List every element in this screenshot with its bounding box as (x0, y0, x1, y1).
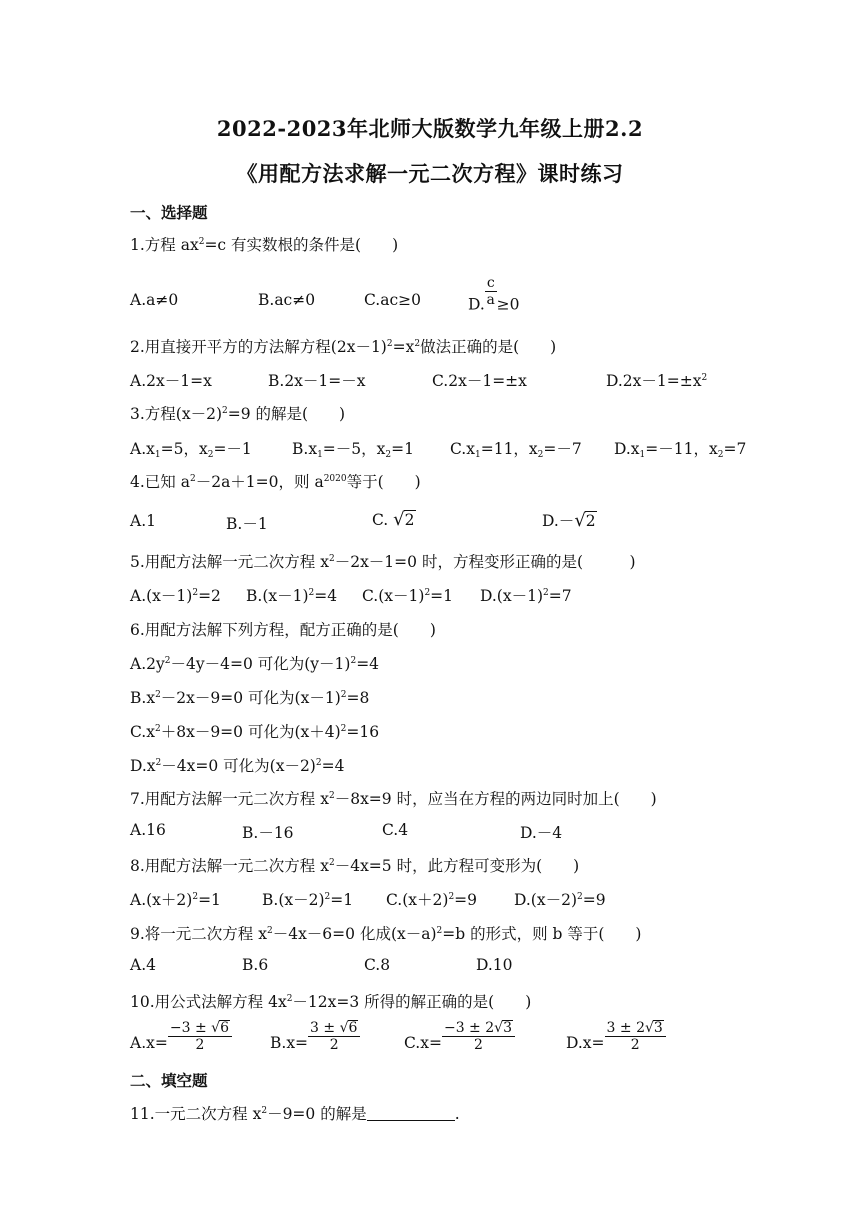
q10-option-d: D.x= $\frac{3 \pm 2√3}{2}$ (566, 1020, 666, 1052)
q7-option-c: C.4 (382, 821, 409, 839)
question-2: 2.用直接开平方的方法解方程$(2x-1)^2=x^2$做法正确的是( ) (130, 338, 557, 356)
q5-option-a: $A.(x-1)^2=2$ (130, 587, 221, 605)
q2-option-a: A.2x－1=x (130, 372, 212, 390)
sqrt-symbol: √2 (574, 510, 596, 531)
q3-option-b: $B.x_1=-5$，$x_2=1$ (292, 440, 414, 460)
q9-option-c: C.8 (364, 956, 391, 974)
q7-option-d: D.－4 (520, 824, 563, 842)
q1-option-b: B.ac≠0 (258, 291, 316, 309)
section-choice: 一、选择题 (130, 203, 208, 222)
q3-option-c: $C.x_1=11$，$x_2=-7$ (450, 440, 582, 460)
q4-option-b: B.－1 (226, 515, 268, 533)
q9-option-b: B.6 (242, 956, 269, 974)
sqrt-symbol: √2 (393, 509, 415, 530)
q8-option-a: $A.(x+2)^2=1$ (130, 891, 221, 909)
answer-blank[interactable] (367, 1106, 455, 1121)
question-4: 4.已知 $a^2-2a+1=0$，则 $a^{2020}$等于( ) (130, 473, 421, 491)
q6-option-a: $A.2y^2-4y-4=0$ 可化为$(y-1)^2=4$ (130, 655, 380, 673)
question-1: 1.方程 $ax^2=c$ 有实数根的条件是( ) (130, 236, 399, 254)
q9-option-a: A.4 (130, 956, 156, 974)
q10-option-a: A.x= $\frac{-3 \pm √6}{2}$ (130, 1020, 232, 1052)
q1-option-c: C.ac≥0 (364, 291, 422, 309)
q8-option-b: $B.(x-2)^2=1$ (262, 891, 354, 909)
question-3: 3.方程$(x-2)^2=9$ 的解是( ) (130, 405, 346, 423)
q7-option-a: A.16 (130, 821, 166, 839)
question-9: 9.将一元二次方程 $x^2-4x-6=0$ 化成$(x-a)^2=b$ 的形式，则 b 等于( ) (130, 925, 642, 943)
q8-option-c: $C.(x+2)^2=9$ (386, 891, 478, 909)
q3-option-a: $A.x_1=5$，$x_2=-1$ (130, 440, 252, 460)
q1-option-a: A.a≠0 (130, 291, 179, 309)
title-line-1: 2022-2023年北师大版数学九年级上册2.2 (216, 116, 644, 141)
section-fill-blank: 二、填空题 (130, 1071, 208, 1090)
question-5: 5.用配方法解一元二次方程 $x^2-2x-1=0$ 时，方程变形正确的是( ) (130, 553, 636, 571)
question-10: 10.用公式法解方程 $4x^2-12x=3$ 所得的解正确的是( ) (130, 993, 532, 1011)
q2-option-d: $D.2x-1=\pm x^2$ (606, 372, 708, 390)
q5-option-d: $D.(x-1)^2=7$ (480, 587, 572, 605)
question-8: 8.用配方法解一元二次方程 $x^2-4x=5$ 时，此方程可变形为( ) (130, 857, 580, 875)
sqrt-symbol: √6 (211, 1020, 229, 1036)
q8-option-d: $D.(x-2)^2=9$ (514, 891, 606, 909)
q4-option-c: C. √2 (372, 509, 415, 530)
q5-option-b: $B.(x-1)^2=4$ (246, 587, 338, 605)
q7-option-b: B.－16 (242, 824, 294, 842)
question-7: 7.用配方法解一元二次方程 $x^2-8x=9$ 时，应当在方程的两边同时加上( ) (130, 790, 657, 808)
q9-option-d: D.10 (476, 956, 513, 974)
sqrt-symbol: √6 (339, 1020, 358, 1036)
q6-option-d: $D.x^2-4x=0$ 可化为$(x-2)^2=4$ (130, 757, 345, 775)
q10-option-c: C.x= $\frac{-3 \pm 2√3}{2}$ (404, 1020, 515, 1052)
q10-option-b: B.x= $\frac{3 \pm √6}{2}$ (270, 1020, 360, 1052)
sqrt-symbol: √3 (644, 1020, 663, 1036)
q2-option-b: B.2x－1=－x (268, 372, 366, 390)
sqrt-symbol: √3 (494, 1020, 512, 1036)
q6-option-c: $C.x^2+8x-9=0$ 可化为$(x+4)^2=16$ (130, 723, 380, 741)
q3-option-d: $D.x_1=-11$，$x_2=7$ (614, 440, 747, 460)
q1-option-d: D. $\frac{c}{a}$ ≥0 (468, 275, 520, 314)
q4-option-d: D.－√2 (542, 510, 596, 531)
q2-option-c: C.2x－1=±x (432, 372, 527, 390)
question-6: 6.用配方法解下列方程，配方正确的是( ) (130, 621, 436, 639)
title-line-2: 《用配方法求解一元二次方程》课时练习 (236, 161, 624, 186)
q6-option-b: $B.x^2-2x-9=0$ 可化为$(x-1)^2=8$ (130, 689, 370, 707)
q4-option-a: A.1 (130, 512, 156, 530)
question-11: 11.一元二次方程 $x^2-9=0$ 的解是 . (130, 1105, 460, 1123)
q5-option-c: $C.(x-1)^2=1$ (362, 587, 454, 605)
